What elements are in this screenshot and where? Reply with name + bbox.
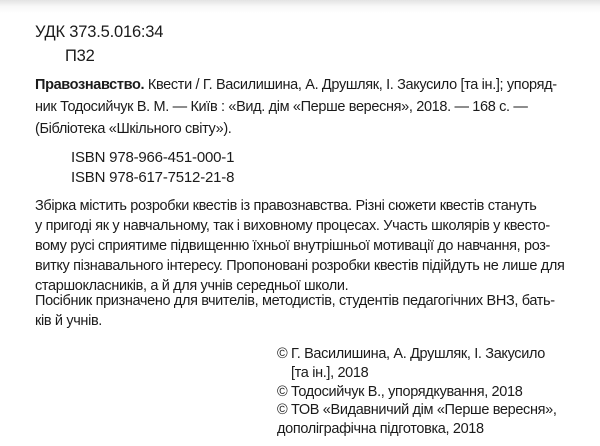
audience-paragraph (35, 291, 555, 331)
isbn-block (71, 148, 234, 187)
biblio-line-2: ник Тодосийчук В. М. — Київ : «Вид. дім «Перше вересня», 2018. — 168 с. — (35, 99, 528, 115)
book-title: Правознавство. (35, 77, 145, 93)
copyright-authors: © Г. Василишина, А. Друшляк, І. Закусило (277, 346, 545, 362)
isbn-second: ISBN 978-617-7512-21-8 (71, 168, 235, 186)
audience-line: Посібник призначено для вчителів, методистів, студентів педагогічних ВНЗ, бать- (35, 293, 555, 309)
annotation-line: у пригоді як у навчальному, так і виховному процесах. Участь школярів у квесто- (35, 218, 550, 234)
udc-author-sign: П32 (65, 47, 95, 65)
copyright-authors-continued: [та ін.], 2018 (291, 364, 369, 381)
bibliographic-entry (35, 74, 557, 140)
copyright-publisher: © ТОВ «Видавничий дім «Перше вересня», (277, 402, 557, 419)
audience-line: ків й учнів. (35, 313, 102, 329)
biblio-line-1 (35, 74, 557, 96)
udc-code: УДК 373.5.016:34 (35, 23, 164, 41)
biblio-line-3: (Бібліотека «Шкільного світу»). (35, 121, 232, 137)
copyright-publisher-continued: дополіграфічна підготовка, 2018 (277, 421, 484, 438)
annotation-line: старшокласників, а й для учнів середньої школи. (35, 278, 349, 294)
annotation-paragraph (35, 196, 564, 296)
annotation-line: витку пізнавального інтересу. Пропоновані розробки квестів підійдуть не лише для (35, 258, 565, 274)
copyright-block (277, 345, 557, 439)
biblio-line-1-rest: Квести / Г. Василишина, А. Друшляк, І. Закусило [та ін.]; упоряд- (144, 77, 557, 93)
copyright-compiler: © Тодосийчук В., упорядкування, 2018 (277, 383, 523, 400)
isbn-first: ISBN 978-966-451-000-1 (71, 149, 235, 166)
annotation-line: Збірка містить розробки квестів із правознавства. Різні сюжети квестів стануть (35, 198, 537, 214)
udc-block (35, 20, 163, 68)
annotation-line: вому русі сприятиме підвищенню їхньої внутрішньої мотивації до навчання, роз- (35, 238, 551, 254)
